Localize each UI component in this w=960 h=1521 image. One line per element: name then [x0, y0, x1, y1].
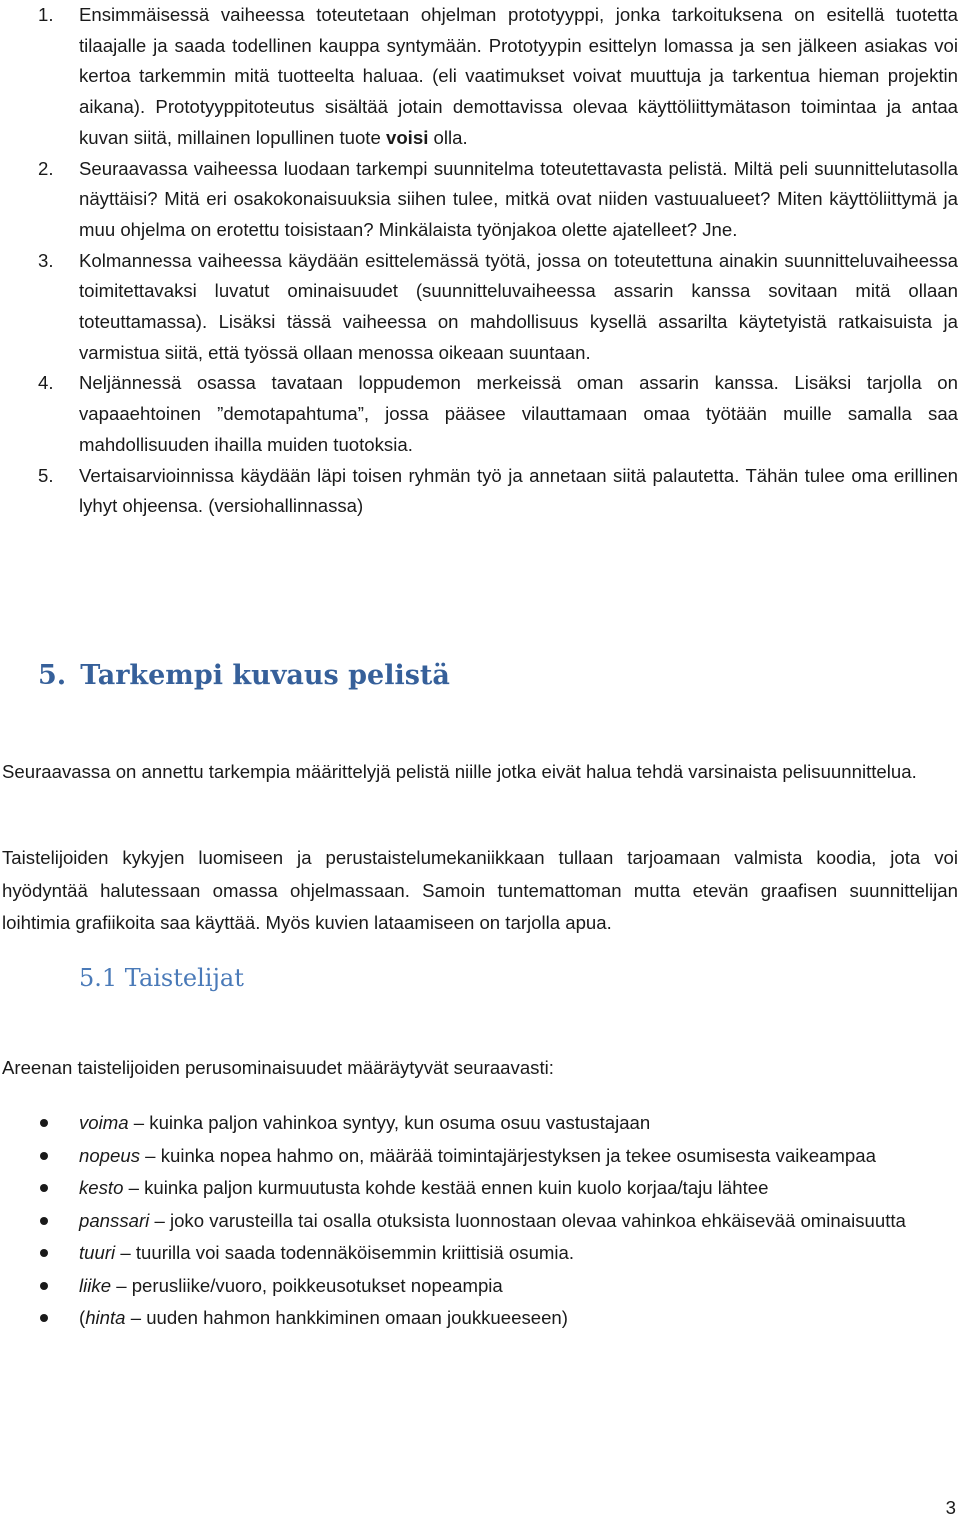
list-item	[0, 0, 958, 154]
bullet-icon	[40, 1152, 48, 1160]
subsection-heading: 5.1 Taistelijat	[79, 964, 244, 992]
attribute-description: – perusliike/vuoro, poikkeusotukset nopeampia	[111, 1274, 503, 1296]
bullet-item	[0, 1205, 958, 1238]
bullet-item	[0, 1107, 958, 1140]
attribute-description: – uuden hahmon hankkiminen omaan joukkueeseen)	[125, 1307, 568, 1328]
list-number: 1.	[38, 4, 54, 25]
code-offer-paragraph: Taistelijoiden kykyjen luomiseen ja perustaistelumekaniikkaan tullaan tarjoamaan valmista koodia, jota voi hyödyntää halutessaan omassa ohjelmassaan. Samoin tuntemattoman mutta etevän graafisen suunnittelijan loihtimia grafiikoita saa käyttää. Myös kuvien lataamiseen on tarjolla apua.	[2, 847, 958, 933]
bullet-icon	[40, 1314, 48, 1322]
attribute-term: liike	[79, 1274, 112, 1296]
attribute-description: – joko varusteilla tai osalla otuksista luonnostaan olevaa vahinkoa ehkäisevää ominaisuutta	[149, 1209, 906, 1231]
bullet-item	[0, 1237, 958, 1270]
list-item-text: Kolmannessa vaiheessa käydään esittelemässä työtä, jossa on toteutettuna ainakin suunnitteluvaiheessa toimitettavaksi luvatut ominaisuudet (suunnitteluvaiheessa assarin kanssa sovitaan mitä ollaan toteuttamassa). Lisäksi tässä vaiheessa on mahdollisuus kysellä assarilta käytetyistä ratkaisuista ja varmistua siitä, että työssä ollaan menossa oikeaan suuntaan.	[79, 249, 958, 363]
bullet-icon	[40, 1282, 48, 1290]
list-item-text: Neljännessä osassa tavataan loppudemon merkeissä oman assarin kanssa. Lisäksi tarjolla on vapaaehtoinen ”demotapahtuma”, jossa pääsee vilauttamaan omaa työtään muille samalla saa mahdollisuuden ihailla muiden tuotoksia.	[79, 372, 958, 455]
list-item	[0, 368, 958, 460]
list-item-text: Seuraavassa vaiheessa luodaan tarkempi suunnitelma toteutettavasta pelistä. Miltä peli suunnittelutasolla näyttäisi? Mitä eri osakokonaisuuksia siihen tulee, mitkä ovat niiden vastuualueet? Miten käyttöliittymä ja muu ohjelma on erotettu toisistaan? Minkälaista työnjakoa olette ajatelleet? Jne.	[79, 157, 958, 240]
list-number: 4.	[38, 372, 54, 394]
list-item	[0, 246, 958, 369]
page-number: 3	[945, 1497, 956, 1518]
intro-paragraph: Seuraavassa on annettu tarkempia määrittelyjä pelistä niille jotka eivät halua tehdä varsinaista pelisuunnittelua.	[2, 761, 917, 782]
section-title: Tarkempi kuvaus pelistä	[80, 660, 450, 691]
bullet-item	[0, 1172, 958, 1205]
bullet-icon	[40, 1217, 48, 1225]
attribute-description: – kuinka paljon vahinkoa syntyy, kun osuma osuu vastustajaan	[128, 1112, 651, 1133]
attribute-term: nopeus	[79, 1144, 141, 1166]
list-number: 3.	[38, 249, 54, 271]
list-item	[0, 154, 958, 246]
attribute-term: kesto	[79, 1177, 124, 1198]
attribute-term: panssari	[79, 1209, 150, 1231]
numbered-list	[0, 0, 958, 522]
emphasis: voisi	[385, 126, 429, 148]
list-item-text: Ensimmäisessä vaiheessa toteutetaan ohjelman prototyyppi, jonka tarkoituksena on esitellä tuotetta tilaajalle ja saada todellinen kauppa syntymään. Prototyypin esittelyn lomassa ja sen jälkeen asiakas voi kertoa tarkemmin mitä tuotteelta haluaa. (eli vaatimukset voivat muuttuja ja tarkentua hieman projektin aikana). Prototyyppitoteutus sisältää jotain demottavissa olevaa käyttöliittymätason toimintaa ja antaa kuvan siitä, millainen lopullinen tuote voisi olla.	[79, 4, 958, 148]
list-number: 2.	[38, 157, 54, 179]
bullet-item: (hinta – uuden hahmon hankkiminen omaan joukkueeseen)	[0, 1302, 958, 1335]
list-item-text: Vertaisarvioinnissa käydään läpi toisen ryhmän työ ja annetaan siitä palautetta. Tähän tulee oma erillinen lyhyt ohjeensa. (versiohallinnassa)	[79, 464, 958, 517]
attribute-description: – kuinka paljon kurmuutusta kohde kestää ennen kuin kuolo korjaa/taju lähtee	[123, 1177, 769, 1198]
attribute-term: tuuri	[79, 1242, 116, 1263]
bullet-icon	[40, 1119, 48, 1127]
bullet-icon	[40, 1184, 48, 1192]
list-number: 5.	[38, 464, 54, 486]
attribute-description: – kuinka nopea hahmo on, määrää toimintajärjestyksen ja tekee osumisesta vaikeampaa	[140, 1144, 876, 1166]
attribute-bullet-list	[0, 1107, 958, 1335]
section-heading	[38, 660, 450, 691]
bullet-item	[0, 1270, 958, 1303]
attribute-description: – tuurilla voi saada todennäköisemmin kriittisiä osumia.	[115, 1242, 575, 1263]
attribute-term: voima	[79, 1112, 129, 1133]
list-item	[0, 461, 958, 522]
section-number: 5.	[38, 660, 67, 691]
bullet-item	[0, 1140, 958, 1173]
attributes-intro-paragraph: Areenan taistelijoiden perusominaisuudet määräytyvät seuraavasti:	[2, 1057, 554, 1078]
bullet-icon	[40, 1249, 48, 1257]
attribute-term: hinta	[85, 1307, 126, 1328]
